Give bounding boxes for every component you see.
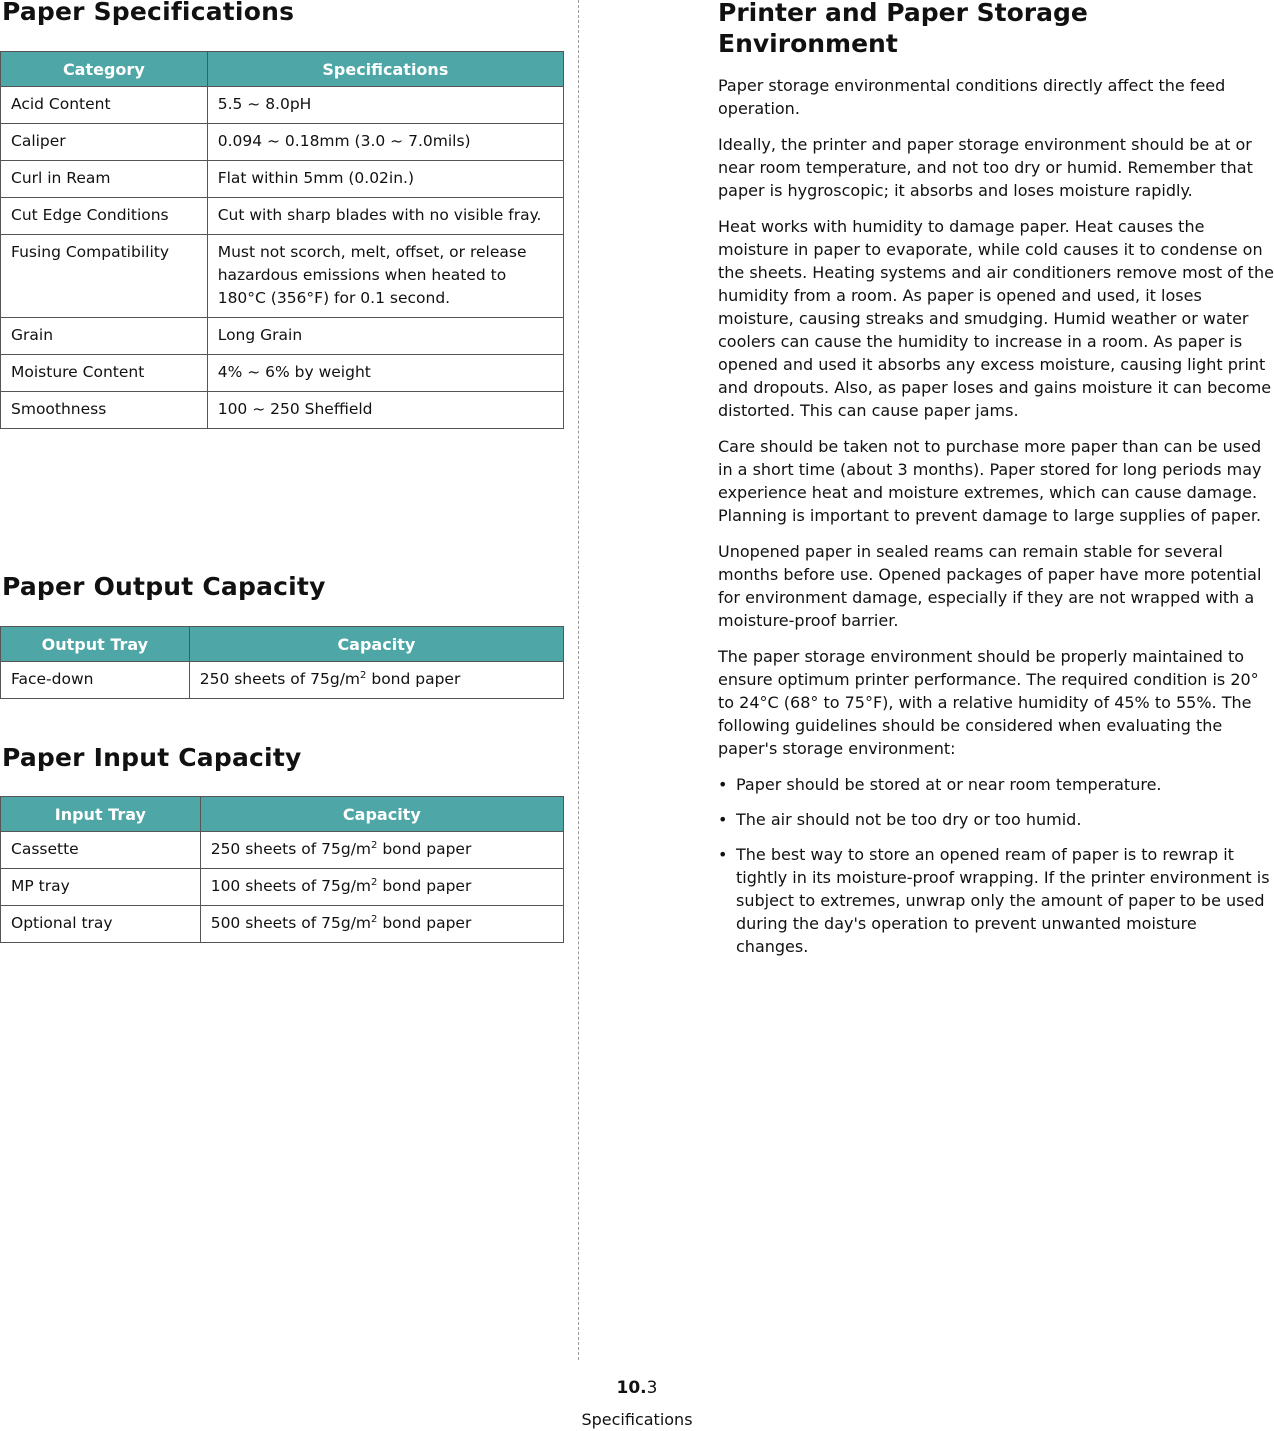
table-row (1, 87, 564, 124)
paper-input-capacity-title: Paper Input Capacity (2, 743, 302, 772)
column-header: Output Tray (1, 627, 190, 662)
specification-cell: Long Grain (207, 318, 563, 355)
page-index: 3 (646, 1378, 658, 1398)
tray-cell: Face-down (1, 662, 190, 699)
list-item-text: The air should not be too dry or too humid. (736, 810, 1082, 829)
paper-input-capacity-table (0, 796, 564, 943)
capacity-text: bond paper (377, 840, 472, 858)
specification-cell: 0.094 ~ 0.18mm (3.0 ~ 7.0mils) (207, 124, 563, 161)
category-cell: Moisture Content (1, 355, 208, 392)
storage-environment-title: Printer and Paper Storage Environment (718, 0, 1088, 58)
superscript: 2 (371, 914, 378, 925)
column-divider (578, 0, 579, 1360)
list-item (718, 808, 1274, 831)
list-item (718, 773, 1274, 796)
superscript: 2 (371, 840, 378, 851)
capacity-text: bond paper (366, 670, 461, 688)
table-row (1, 198, 564, 235)
storage-paragraph: Care should be taken not to purchase more paper than can be used in a short time (about 3 months). Paper stored for long periods may experience heat and moisture extremes, which can cause damage. Planning is important to prevent damage to large supplies of paper. (718, 437, 1262, 525)
tray-cell: Cassette (1, 832, 201, 869)
bullet-icon: • (718, 810, 728, 829)
capacity-cell (189, 662, 563, 699)
storage-paragraph: Unopened paper in sealed reams can remain stable for several months before use. Opened packages of paper have more potential for environment damage, especially if they are not wrapped with a moisture-proof barrier. (718, 542, 1262, 630)
specification-cell: Cut with sharp blades with no visible fray. (207, 198, 563, 235)
storage-paragraph: Heat works with humidity to damage paper. Heat causes the moisture in paper to evaporate, while cold causes it to condense on the sheets. Heating systems and air conditioners remove most of the humidity from a room. As paper is opened and used, it loses moisture, causing streaks and smudging. Humid weather or water coolers can cause the humidity to increase in a room. As paper is opened and used it absorbs any excess moisture, causing light print and dropouts. Also, as paper loses and gains moisture it can become distorted. This can cause paper jams. (718, 217, 1274, 420)
footer-section-label: Specifications (581, 1410, 693, 1429)
specification-cell: Flat within 5mm (0.02in.) (207, 161, 563, 198)
capacity-text: 500 sheets of 75g/m (210, 914, 372, 932)
paper-specifications-table (0, 51, 564, 429)
table-row (1, 662, 564, 699)
column-header: Input Tray (1, 797, 201, 832)
column-header: Specifications (207, 52, 563, 87)
capacity-text: bond paper (377, 914, 472, 932)
specification-cell: 4% ~ 6% by weight (207, 355, 563, 392)
capacity-cell (200, 906, 563, 943)
tray-cell: MP tray (1, 869, 201, 906)
capacity-text: 250 sheets of 75g/m (210, 840, 372, 858)
table-row (1, 906, 564, 943)
chapter-number: 10. (616, 1378, 647, 1398)
table-row (1, 392, 564, 429)
table-row (1, 161, 564, 198)
table-header-row (1, 797, 564, 832)
category-cell: Cut Edge Conditions (1, 198, 208, 235)
storage-paragraph: Paper storage environmental conditions directly affect the feed operation. (718, 76, 1226, 118)
specification-cell: 100 ~ 250 Sheffield (207, 392, 563, 429)
capacity-cell (200, 832, 563, 869)
column-header: Capacity (200, 797, 563, 832)
category-cell: Grain (1, 318, 208, 355)
category-cell: Fusing Compatibility (1, 235, 208, 318)
table-row (1, 235, 564, 318)
storage-paragraph: Ideally, the printer and paper storage environment should be at or near room temperature, and not too dry or humid. Remember that paper is hygroscopic; it absorbs and loses moisture rapidly. (718, 135, 1253, 200)
capacity-text: 100 sheets of 75g/m (210, 877, 372, 895)
category-cell: Caliper (1, 124, 208, 161)
column-header: Category (1, 52, 208, 87)
bullet-icon: • (718, 845, 728, 864)
right-column (718, 0, 1274, 970)
tray-cell: Optional tray (1, 906, 201, 943)
category-cell: Curl in Ream (1, 161, 208, 198)
column-header: Capacity (189, 627, 563, 662)
specification-cell: 5.5 ~ 8.0pH (207, 87, 563, 124)
superscript: 2 (371, 877, 378, 888)
table-row (1, 318, 564, 355)
category-cell: Smoothness (1, 392, 208, 429)
capacity-text: 250 sheets of 75g/m (199, 670, 361, 688)
category-cell: Acid Content (1, 87, 208, 124)
table-header-row (1, 52, 564, 87)
superscript: 2 (360, 670, 367, 681)
paper-specifications-title: Paper Specifications (2, 0, 295, 26)
capacity-cell (200, 869, 563, 906)
list-item-text: Paper should be stored at or near room temperature. (736, 775, 1162, 794)
list-item-text: The best way to store an opened ream of paper is to rewrap it tightly in its moisture-proof wrapping. If the printer environment is subject to extremes, unwrap only the amount of paper to be used during the day's operation to prevent unwanted moisture changes. (736, 845, 1270, 956)
specification-cell: Must not scorch, melt, offset, or release hazardous emissions when heated to 180°C (356°F) for 0.1 second. (207, 235, 563, 318)
page-number (0, 1377, 1274, 1399)
capacity-text: bond paper (377, 877, 472, 895)
bullet-icon: • (718, 775, 728, 794)
list-item (718, 843, 1274, 958)
table-row (1, 832, 564, 869)
paper-output-capacity-table (0, 626, 564, 699)
table-row (1, 124, 564, 161)
storage-guidelines-list (718, 773, 1274, 958)
paper-output-capacity-title: Paper Output Capacity (2, 572, 326, 601)
table-header-row (1, 627, 564, 662)
table-row (1, 869, 564, 906)
storage-paragraph: The paper storage environment should be properly maintained to ensure optimum printer performance. The required condition is 20° to 24°C (68° to 75°F), with a relative humidity of 45% to 55%. The following guidelines should be considered when evaluating the paper's storage environment: (718, 647, 1259, 758)
table-row (1, 355, 564, 392)
